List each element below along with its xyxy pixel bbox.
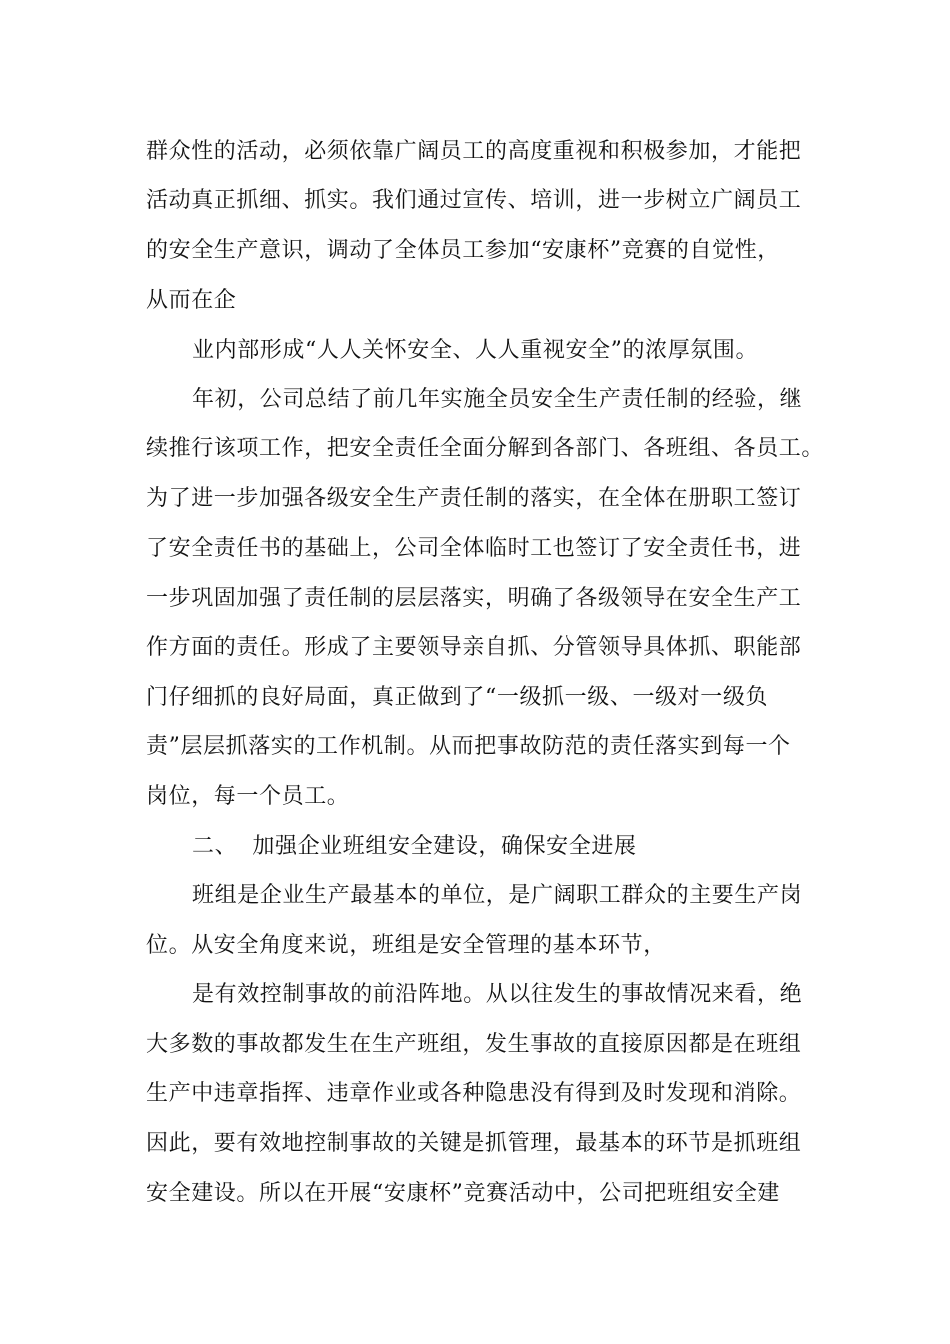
text-line: 生产中违章指挥、违章作业或各种隐患没有得到及时发现和消除。 (146, 1081, 802, 1106)
text-line: 的安全生产意识，调动了全体员工参加“安康杯”竞赛的自觉性， (146, 238, 780, 263)
text-line: 门仔细抓的良好局面，真正做到了“一级抓一级、一级对一级负 (146, 685, 769, 710)
text-line: 位。从安全角度来说，班组是安全管理的基本环节， (146, 933, 666, 958)
text-line: 作方面的责任。形成了主要领导亲自抓、分管领导具体抓、职能部 (146, 635, 802, 660)
text-line: 一步巩固加强了责任制的层层落实，明确了各级领导在安全生产工 (146, 586, 802, 611)
text-line: 群众性的活动，必须依靠广阔员工的高度重视和积极参加，才能把 (146, 139, 802, 164)
paragraph-first-line: 业内部形成“人人关怀安全、人人重视安全”的浓厚氛围。 (192, 338, 759, 363)
paragraph-first-line: 班组是企业生产最基本的单位，是广阔职工群众的主要生产岗 (192, 883, 803, 908)
text-line: 大多数的事故都发生在生产班组，发生事故的直接原因都是在班组 (146, 1032, 802, 1057)
text-line: 安全建设。所以在开展“安康杯”竞赛活动中，公司把班组安全建 (146, 1181, 780, 1206)
text-line: 因此，要有效地控制事故的关键是抓管理，最基本的环节是抓班组 (146, 1131, 802, 1156)
paragraph-first-line: 是有效控制事故的前沿阵地。从以往发生的事故情况来看，绝 (192, 982, 803, 1007)
text-line: 从而在企 (146, 288, 237, 313)
text-line: 责”层层抓落实的工作机制。从而把事故防范的责任落实到每一个 (146, 734, 791, 759)
text-line: 岗位，每一个员工。 (146, 784, 350, 809)
section-heading: 二、 加强企业班组安全建设，确保安全进展 (192, 834, 637, 859)
text-line: 了安全责任书的基础上，公司全体临时工也签订了安全责任书，进 (146, 536, 802, 561)
paragraph-first-line: 年初，公司总结了前几年实施全员安全生产责任制的经验，继 (192, 387, 803, 412)
text-line: 续推行该项工作，把安全责任全面分解到各部门、各班组、各员工。 (146, 436, 825, 461)
text-line: 活动真正抓细、抓实。我们通过宣传、培训，进一步树立广阔员工 (146, 188, 802, 213)
text-line: 为了进一步加强各级安全生产责任制的落实，在全体在册职工签订 (146, 486, 802, 511)
